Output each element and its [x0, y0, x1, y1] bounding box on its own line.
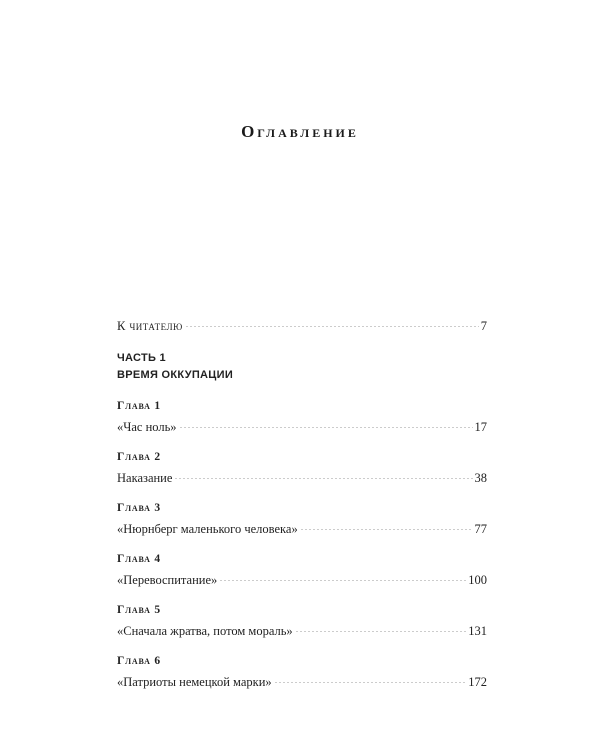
- part-title: ВРЕМЯ ОККУПАЦИИ: [117, 369, 234, 381]
- toc-page-number: 7: [480, 319, 487, 333]
- chapter-label: Глава 2: [117, 451, 161, 463]
- chapter-label: Глава 4: [117, 553, 161, 565]
- chapter-entry[interactable]: [117, 398, 487, 435]
- chapter-label: Глава 1: [117, 400, 161, 412]
- chapter-title: «Патриоты немецкой марки»: [117, 675, 272, 689]
- toc-page-number: 17: [474, 420, 487, 434]
- chapter-title: «Нюрнберг маленького человека»: [117, 522, 298, 536]
- toc-page-number: 77: [474, 522, 487, 536]
- chapter-entry[interactable]: [117, 500, 487, 537]
- chapter-entry[interactable]: [117, 653, 487, 690]
- chapter-label: Глава 5: [117, 604, 161, 616]
- chapter-title: Наказание: [117, 471, 173, 485]
- chapter-label: Глава 6: [117, 655, 161, 667]
- toc-page-number: 38: [474, 471, 487, 485]
- chapter-title: «Сначала жратва, потом мораль»: [117, 624, 293, 638]
- chapter-label: Глава 3: [117, 502, 161, 514]
- toc-page-number: 172: [468, 675, 487, 689]
- chapter-entry[interactable]: [117, 449, 487, 486]
- chapter-title: «Перевоспитание»: [117, 573, 218, 587]
- part-number: ЧАСТЬ 1: [117, 352, 166, 364]
- chapter-entry[interactable]: [117, 551, 487, 588]
- chapter-title: «Час ноль»: [117, 420, 177, 434]
- toc-entry-title: К читателю: [117, 319, 183, 333]
- dot-leader: [219, 580, 466, 581]
- page-title: Оглавление: [241, 122, 359, 141]
- dot-leader: [185, 326, 479, 327]
- dot-leader: [300, 529, 473, 530]
- toc-page-number: 100: [468, 573, 487, 587]
- dot-leader: [295, 631, 467, 632]
- dot-leader: [274, 682, 467, 683]
- toc-entry-intro[interactable]: [117, 318, 487, 334]
- chapter-entry[interactable]: [117, 602, 487, 639]
- table-of-contents: [117, 318, 487, 690]
- toc-page-number: 131: [468, 624, 487, 638]
- dot-leader: [174, 478, 472, 479]
- dot-leader: [179, 427, 473, 428]
- part-heading: [117, 350, 487, 384]
